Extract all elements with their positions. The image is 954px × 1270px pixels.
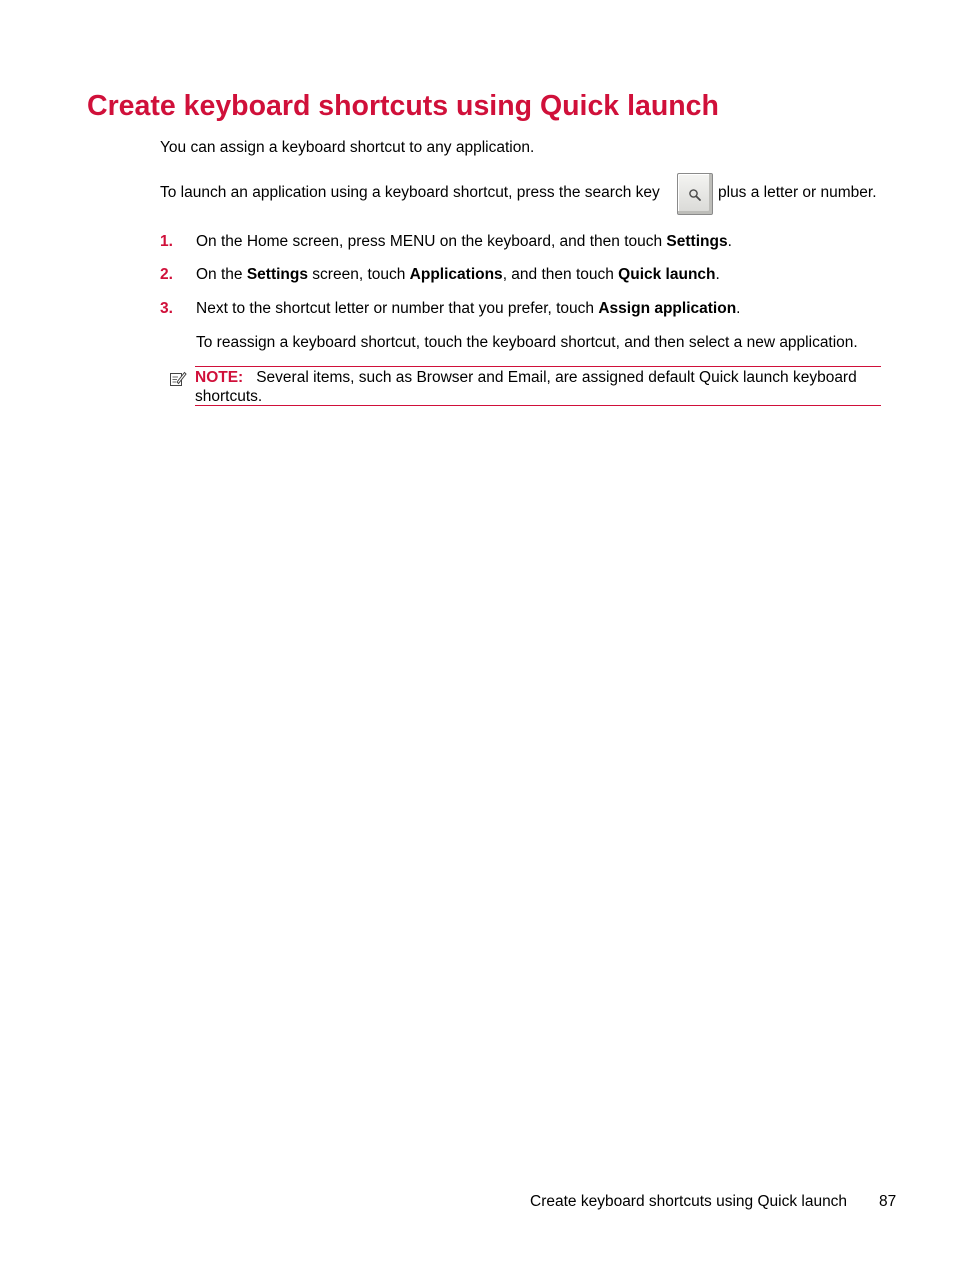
page-number: 87 [879, 1193, 897, 1210]
intro-launch-text: To launch an application using a keyboard shortcut, press the search key [160, 184, 660, 201]
step-text: On the Home screen, press MENU on the keyboard, and then touch Settings. [196, 233, 732, 250]
search-key-icon [677, 173, 713, 215]
page-title: Create keyboard shortcuts using Quick launch [87, 90, 719, 122]
note-pencil-icon [169, 370, 187, 388]
note-box [195, 366, 881, 406]
intro-paragraph: You can assign a keyboard shortcut to any application. [160, 139, 535, 156]
step-number: 3. [160, 300, 173, 317]
intro-launch-text-end: plus a letter or number. [718, 184, 877, 201]
magnifier-icon [688, 188, 702, 202]
step-text: Next to the shortcut letter or number that you prefer, touch Assign application. [196, 300, 741, 317]
step-subtext: To reassign a keyboard shortcut, touch the keyboard shortcut, and then select a new application. [196, 334, 858, 351]
note-text: NOTE: Several items, such as Browser and Email, are assigned default Quick launch keyboard shortcuts. [195, 369, 857, 405]
step-number: 2. [160, 266, 173, 283]
note-label: NOTE: [195, 369, 244, 386]
footer-title: Create keyboard shortcuts using Quick launch [530, 1193, 848, 1210]
step-text: On the Settings screen, touch Applications, and then touch Quick launch. [196, 266, 720, 283]
step-number: 1. [160, 233, 173, 250]
